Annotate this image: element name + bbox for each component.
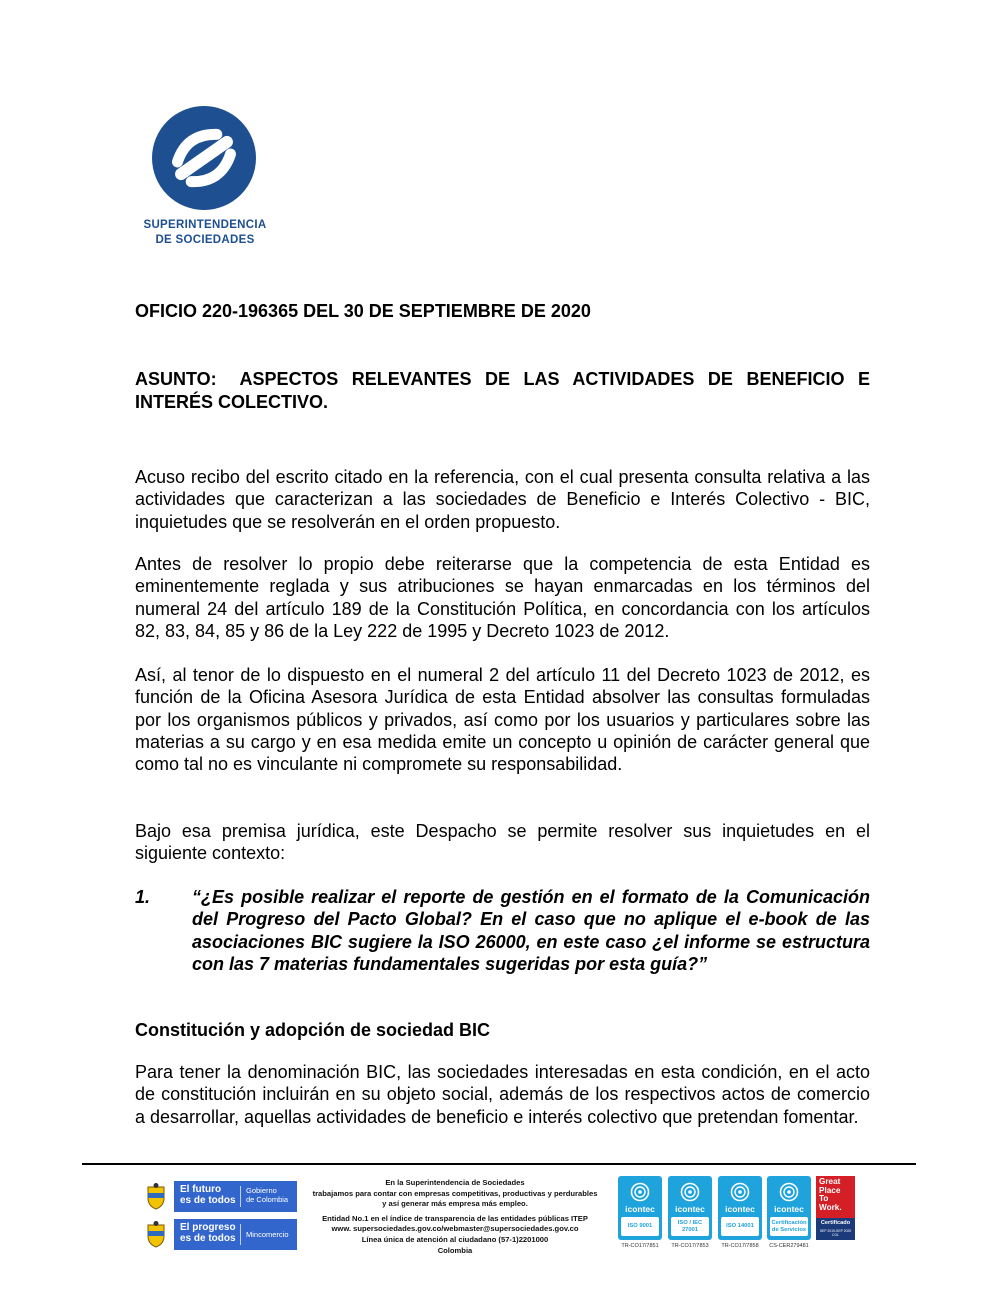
gov-badge-title-line1: El progreso (180, 1222, 236, 1233)
logo-text-line2: DE SOCIEDADES (155, 234, 255, 246)
cert-standard: ISO 14001 (721, 1217, 759, 1236)
cert-code: TR-CO17/7858 (721, 1243, 759, 1249)
sociedades-emblem-icon (152, 106, 256, 210)
icontec-iso-27001-badge (668, 1176, 712, 1240)
cert-brand: icontec (725, 1204, 755, 1214)
body-paragraph-2: Antes de resolver lo propio debe reiterarse que la competencia de esta Entidad es eminentemente reglada y sus atribuciones se hayan enmarcadas en los términos del numeral 24 del artículo 189 de la Constitución Política, en concordancia con los artículos 82, 83, 84, 85 y 86 de la Ley 222 de 1995 y Decreto 1023 de 2012. (135, 554, 870, 641)
gptw-line4: Work. (819, 1202, 842, 1212)
cert-code: CS-CER279481 (769, 1243, 809, 1249)
footer-line: En la Superintendencia de Sociedades (385, 1178, 525, 1187)
icontec-servicios-badge (767, 1176, 811, 1240)
icontec-iso-9001-badge (618, 1176, 662, 1240)
body-paragraph-4: Bajo esa premisa jurídica, este Despacho se permite resolver sus inquietudes en el siguiente contexto: (135, 821, 870, 864)
logo-text-line1: SUPERINTENDENCIA (143, 219, 267, 231)
mincomercio-badge (140, 1219, 297, 1250)
footer-line: www. supersociedades.gov.co/webmaster@supersociedades.gov.co (331, 1224, 579, 1234)
gov-badge-title-line1: El futuro (180, 1184, 222, 1195)
cert-brand: icontec (675, 1204, 705, 1214)
footer-line: Entidad No.1 en el índice de transparencia de las entidades públicas ITEP (322, 1213, 588, 1223)
gov-badge-title-line2: es de todos (180, 1195, 236, 1206)
gptw-dates: SEP 2019-SEP 2020 COL (819, 1229, 852, 1237)
footer-line: Colombia (437, 1245, 473, 1255)
gobierno-colombia-badge (140, 1181, 297, 1212)
footer-contact-text (305, 1178, 605, 1256)
asunto-text: ASPECTOS RELEVANTES DE LAS ACTIVIDADES DE BENEFICIO E INTERÉS COLECTIVO. (135, 369, 870, 412)
body-paragraph-1: Acuso recibo del escrito citado en la referencia, con el cual presenta consulta relativa a las actividades que caracterizan a las sociedades de Beneficio e Interés Colectivo - BIC, inquietudes que se resolverán en el orden propuesto. (135, 467, 870, 532)
body-paragraph-3: Así, al tenor de lo dispuesto en el numeral 2 del artículo 11 del Decreto 1023 de 2012, es función de la Oficina Asesora Jurídica de esta Entidad absolver las consultas formuladas por los organismos públicos y privados, así como por los usuarios y particulares sobre las materias a su cargo y en esa medida emite un concepto u opinión de carácter general que como tal no es vinculante ni compromete su responsabilidad. (135, 665, 870, 775)
asunto-label: ASUNTO: (135, 369, 217, 389)
asunto-block (135, 368, 870, 414)
gov-badge-sub-line1: Gobierno (246, 1186, 277, 1195)
gptw-certified: Certificado (820, 1220, 851, 1226)
colombia-coat-of-arms-icon (143, 1221, 169, 1248)
gov-badge-sub-line2: de Colombia (246, 1195, 289, 1204)
gov-badge-sub-line1: Mincomercio (246, 1230, 289, 1239)
great-place-to-work-badge (816, 1176, 855, 1240)
cert-brand: icontec (774, 1204, 804, 1214)
footer-divider (82, 1163, 916, 1165)
icontec-logo-icon (680, 1182, 700, 1202)
icontec-iso-14001-badge (718, 1176, 762, 1240)
cert-code: TR-CO17/7851 (621, 1243, 659, 1249)
gptw-line2: Place (819, 1185, 841, 1195)
section-heading: Constitución y adopción de sociedad BIC (135, 1020, 491, 1040)
cert-code: TR-CO17/7853 (671, 1243, 709, 1249)
cert-standard: ISO / IEC 27001 (671, 1217, 709, 1236)
gov-badge-title-line2: es de todos (180, 1233, 236, 1244)
icontec-logo-icon (779, 1182, 799, 1202)
question-text: “¿Es posible realizar el reporte de gestión en el formato de la Comunicación del Progreso del Pacto Global? En el caso que no aplique el e-book de las asociaciones BIC sugiere la ISO 26000, en este caso ¿el informe se estructura con las 7 materias fundamentales sugeridas por esta guía?” (192, 887, 870, 974)
cert-standard: ISO 9001 (621, 1217, 659, 1236)
colombia-coat-of-arms-icon (143, 1183, 169, 1210)
icontec-logo-icon (630, 1182, 650, 1202)
oficio-title: OFICIO 220-196365 DEL 30 DE SEPTIEMBRE DE 2020 (135, 301, 591, 321)
footer-line: y así generar más empresa más empleo. (382, 1199, 528, 1209)
cert-brand: icontec (625, 1204, 655, 1214)
gptw-line1: Great (819, 1177, 841, 1186)
question-1 (135, 886, 870, 975)
cert-standard: Certificación de Servicios (770, 1217, 808, 1236)
footer-line: trabajamos para contar con empresas competitivas, productivas y perdurables (312, 1188, 598, 1198)
body-paragraph-5: Para tener la denominación BIC, las sociedades interesadas en esta condición, en el acto de constitución incluirán en su objeto social, además de los respectivos actos de comercio a desarrollar, aquellas actividades de beneficio e interés colectivo que pretendan fomentar. (135, 1062, 870, 1127)
gptw-line3: To (819, 1194, 829, 1203)
footer-line: Línea única de atención al ciudadano (57-1)2201000 (361, 1234, 549, 1244)
question-number: 1. (135, 887, 151, 907)
superintendencia-logo (135, 103, 275, 253)
icontec-logo-icon (730, 1182, 750, 1202)
